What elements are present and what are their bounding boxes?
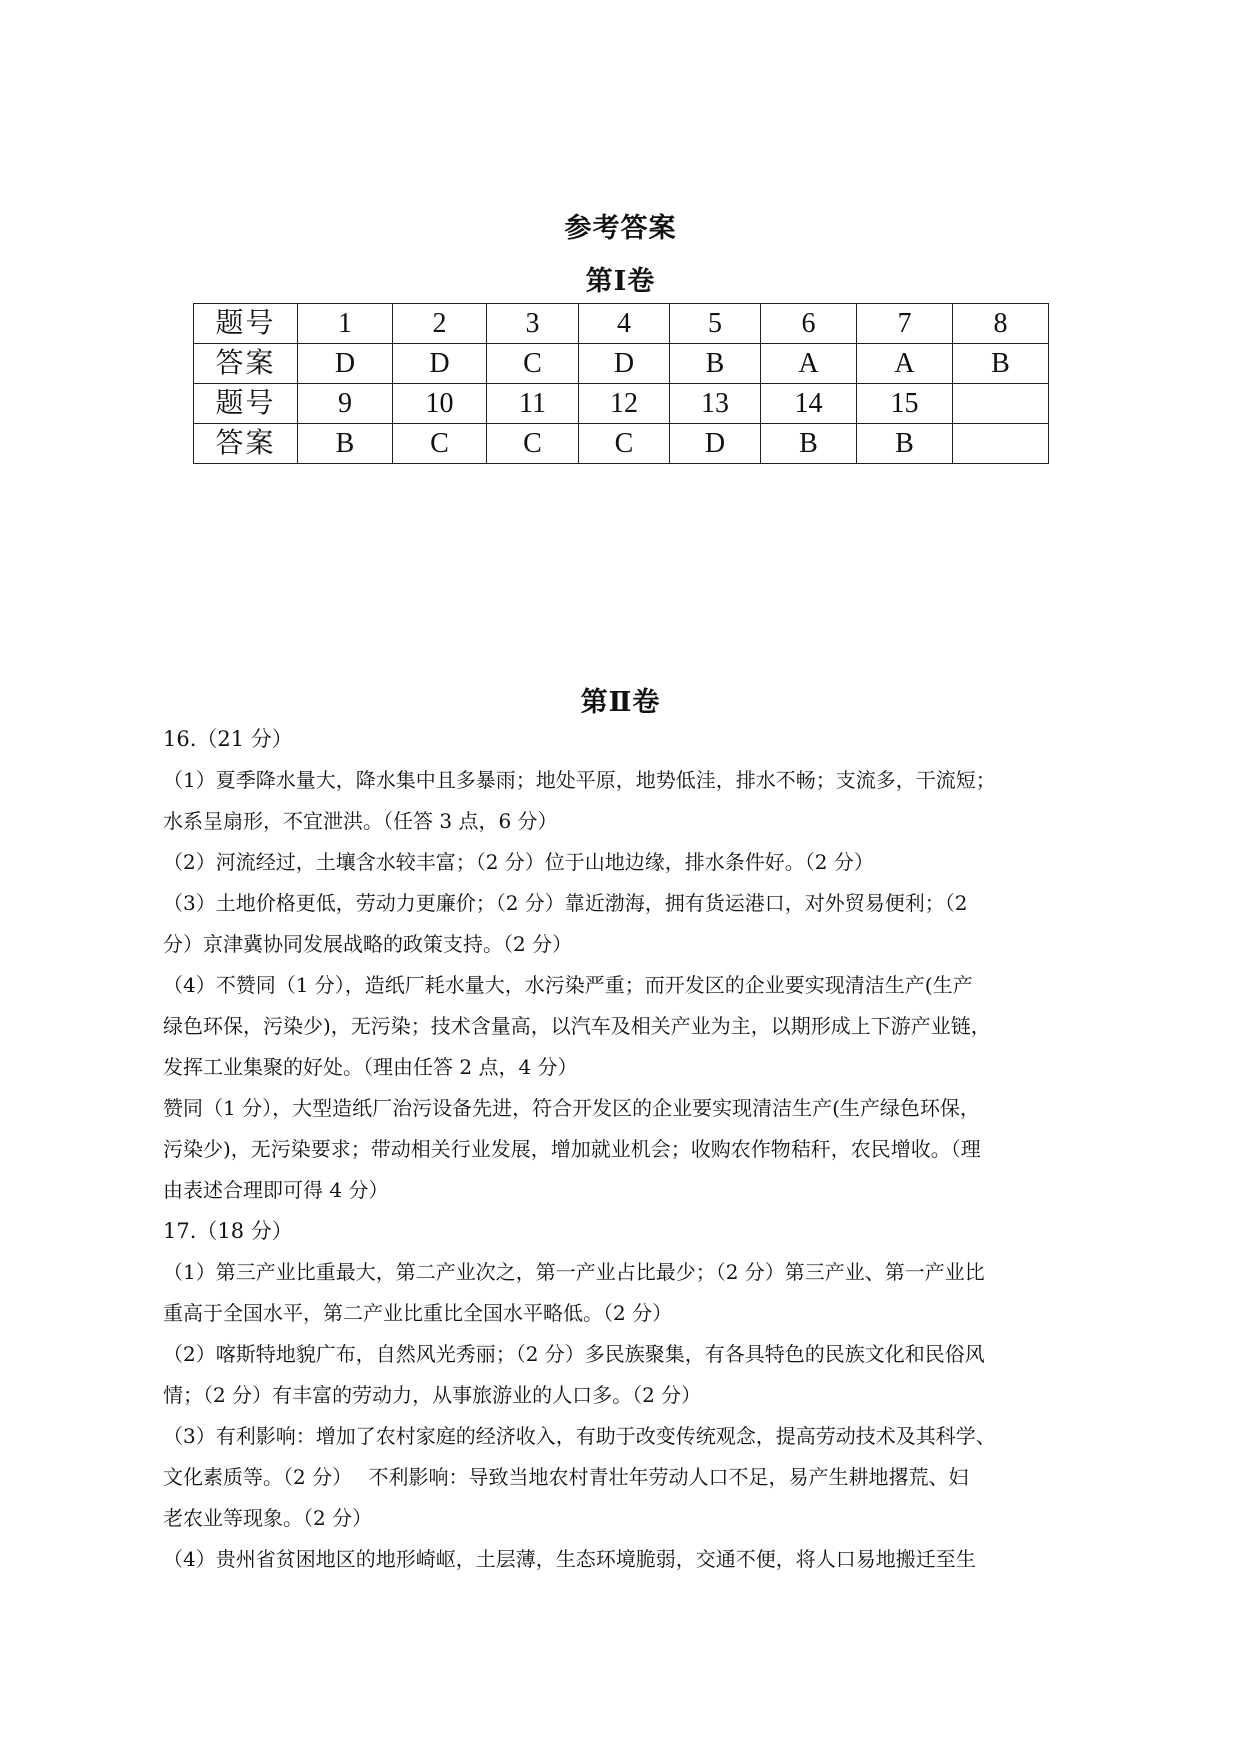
table-cell: C [487,424,579,464]
answer-line: （3）有利影响：增加了农村家庭的经济收入，有助于改变传统观念，提高劳动技术及其科学、 [163,1424,996,1448]
section-title-vol1: 第Ⅰ卷 [585,266,656,297]
table-cell: 13 [670,384,761,424]
table-cell [953,424,1049,464]
table-row [194,424,1049,464]
answer-line: （2）喀斯特地貌广布，自然风光秀丽；（2 分）多民族聚集，有各具特色的民族文化和民俗风 [163,1342,985,1366]
answer-line: 污染少)，无污染要求；带动相关行业发展，增加就业机会；收购农作物秸秆，农民增收。（理 [163,1137,981,1161]
table-cell: 5 [670,304,761,344]
table-cell: C [579,424,670,464]
answer-line: （1）第三产业比重最大，第二产业次之，第一产业占比最少；（2 分）第三产业、第一产业比 [163,1260,985,1284]
row-header-cell: 题号 [194,384,298,424]
answer-line: （1）夏季降水量大，降水集中且多暴雨；地处平原，地势低洼，排水不畅；支流多，干流短； [163,768,996,792]
table-cell: B [857,424,953,464]
table-cell: B [953,344,1049,384]
table-cell: 10 [393,384,487,424]
answer-line: 由表述合理即可得 4 分） [163,1178,389,1202]
table-cell: 15 [857,384,953,424]
table-cell: 1 [298,304,393,344]
table-cell [953,384,1049,424]
table-cell: 12 [579,384,670,424]
table-cell: D [393,344,487,384]
row-header-cell: 题号 [194,304,298,344]
table-cell: A [761,344,857,384]
answer-line: （4）贵州省贫困地区的地形崎岖，土层薄，生态环境脆弱，交通不便，将人口易地搬迁至生 [163,1547,976,1571]
row-header-cell: 答案 [194,344,298,384]
answer-line: 赞同（1 分），大型造纸厂治污设备先进，符合开发区的企业要实现清洁生产(生产绿色环保， [163,1096,980,1120]
table-cell: 14 [761,384,857,424]
table-cell: D [670,424,761,464]
answer-line: 文化素质等。（2 分） 不利影响：导致当地农村青壮年劳动人口不足，易产生耕地撂荒、妇 [163,1465,969,1489]
answer-line: 水系呈扇形，不宜泄洪。（任答 3 点，6 分） [163,809,558,833]
table-row [194,344,1049,384]
answer-line: 发挥工业集聚的好处。（理由任答 2 点，4 分） [163,1055,578,1079]
answer-table [193,303,1049,464]
answer-line: 情；（2 分）有丰富的劳动力，从事旅游业的人口多。（2 分） [163,1383,702,1407]
table-cell: 6 [761,304,857,344]
row-header-cell: 答案 [194,424,298,464]
table-cell: C [393,424,487,464]
section-title-vol2: 第Ⅱ卷 [580,687,661,718]
table-cell: 7 [857,304,953,344]
answer-text [163,719,1068,1580]
table-cell: 3 [487,304,579,344]
table-cell: 2 [393,304,487,344]
table-cell: 4 [579,304,670,344]
table-cell: B [298,424,393,464]
question-heading: 17.（18 分） [163,1219,293,1243]
question-heading: 16.（21 分） [163,727,293,751]
table-row [194,384,1049,424]
answer-line: （4）不赞同（1 分），造纸厂耗水量大，水污染严重；而开发区的企业要实现清洁生产(生产 [163,973,973,997]
answer-line: 老农业等现象。（2 分） [163,1506,373,1530]
answer-line: 重高于全国水平，第二产业比重比全国水平略低。（2 分） [163,1301,673,1325]
answer-line: 绿色环保，污染少)，无污染；技术含量高，以汽车及相关产业为主，以期形成上下游产业链， [163,1014,991,1038]
table-cell: C [487,344,579,384]
table-cell: D [579,344,670,384]
page-title: 参考答案 [564,213,677,244]
answer-line: （3）土地价格更低，劳动力更廉价；（2 分）靠近渤海，拥有货运港口，对外贸易便利；（2 [163,891,968,915]
table-cell: B [670,344,761,384]
table-cell: 11 [487,384,579,424]
table-cell: A [857,344,953,384]
table-cell: 9 [298,384,393,424]
answer-line: （2）河流经过，土壤含水较丰富；（2 分）位于山地边缘，排水条件好。（2 分） [163,850,874,874]
answer-line: 分）京津冀协同发展战略的政策支持。（2 分） [163,932,573,956]
table-cell: D [298,344,393,384]
table-row [194,304,1049,344]
table-cell: 8 [953,304,1049,344]
table-cell: B [761,424,857,464]
